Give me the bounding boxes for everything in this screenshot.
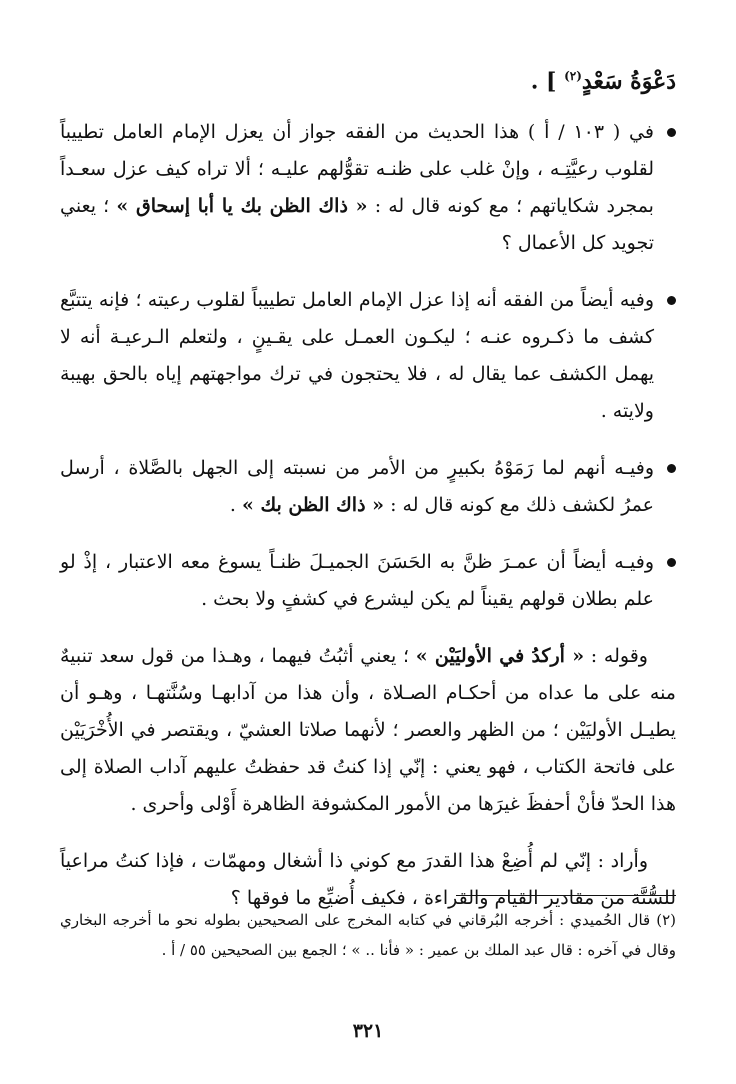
bullet-paragraph <box>60 282 676 430</box>
main-text <box>60 114 676 937</box>
bullet-icon <box>667 464 676 473</box>
heading-text: دَعْوَةُ سَعْدٍ <box>581 68 676 95</box>
bullet-icon <box>667 296 676 305</box>
text-run: وقوله : <box>584 645 648 667</box>
quoted-text: « أركدُ في الأوليَيْن » <box>415 645 585 667</box>
page-number: ٣٢١ <box>352 1020 384 1042</box>
bullet-paragraph <box>60 114 676 262</box>
bullet-paragraph <box>60 450 676 524</box>
text-run: وفيـه أيضاً أن عمـرَ ظنَّ به الحَسَنَ الجميـلَ ظنـاً يسوغ معه الاعتبار ، إذْ لو علم بطلان قولهم يقيناً لم يكن ليشرع في كشفٍ ولا بحث . <box>60 551 654 610</box>
quoted-text: « ذاك الظن بك يا أبا إسحاق » <box>116 195 368 217</box>
footnote-reference: (٢) <box>564 69 582 83</box>
heading-tail: ] . <box>530 68 565 95</box>
footnote-divider <box>456 895 676 896</box>
bullet-icon <box>667 128 676 137</box>
text-run: ؛ يعني أثبُتُ فيهما ، وهـذا من قول سعد تنبيهٌ منه على ما عداه من أحكـام الصـلاة ، وأن هذا من آدابهـا وسُنَّتهـا ، وهـو أن يطيـل الأوليَيْن ؛ من الظهر والعصر ؛ لأنهما صلاتا العشيّ ، ويقتصر في الأُخْرَيَيْن على فاتحة الكتاب ، فهو يعني : إنّي إذا كنتُ قد حفظتُ عليهم آداب الصلاة إلى هذا الحدّ فأنْ أحفظَ غيرَها من الأمور المكشوفة الظاهرة أَوْلى وأحرى . <box>60 645 676 815</box>
paragraph <box>60 638 676 823</box>
footnote: (٢) قال الحُميدي : أخرجه البُرقاني في كتابه المخرج على الصحيحين بطوله نحو ما أخرجه البخاري وقال في آخره : قال عبد الملك بن عمير : « فأنا .. » ؛ الجمع بين الصحيحين ٥٥ / أ . <box>60 911 676 959</box>
footnotes <box>60 905 676 965</box>
text-run: ؛ يعني تجويد كل الأعمال ؟ <box>60 195 654 254</box>
quoted-text: « ذاك الظن بك » <box>242 494 385 516</box>
text-run: وأراد : إنّي لم أُضِعْ هذا القدرَ مع كوني ذا أشغال ومهمّات ، فإذا كنتُ مراعياً للسُّنَّة من مقادير القيام والقراءة ، فكيف أُضيِّع ما فوقها ؟ <box>60 850 676 909</box>
text-run: في ( ١٠٣ / أ ) هذا الحديث من الفقه جواز أن يعزل الإمام العامل تطييباً لقلوب رعيَّتِـه ، وإنْ غلب على ظنـه تقوُّلهم عليـه ؛ ألا تراه كيف عزل سعـداً بمجرد شكاياتهم ؛ مع كونه قال له : <box>60 121 654 217</box>
text-run: . <box>229 494 242 516</box>
text-run: وفيه أيضاً من الفقه أنه إذا عزل الإمام العامل تطييباً لقلوب رعيته ؛ فإنه يتتبَّع كشف ما ذكـروه عنـه ؛ ليكـون العمـل على يقـينٍ ، ولتعلم الـرعيـة أنه لا يهمل الكشف عما يقال له ، فلا يحتجون في ترك مواجهتهم إياه بالحق بهيبة ولايته . <box>60 289 654 422</box>
bullet-icon <box>667 558 676 567</box>
bullet-paragraph <box>60 544 676 618</box>
text-run: وفيـه أنهم لما رَمَوْهُ بكبيرٍ من الأمر من نسبته إلى الجهل بالصَّلاة ، أرسل عمرُ لكشف ذلك مع كونه قال له : <box>60 457 654 516</box>
section-heading <box>60 58 676 99</box>
